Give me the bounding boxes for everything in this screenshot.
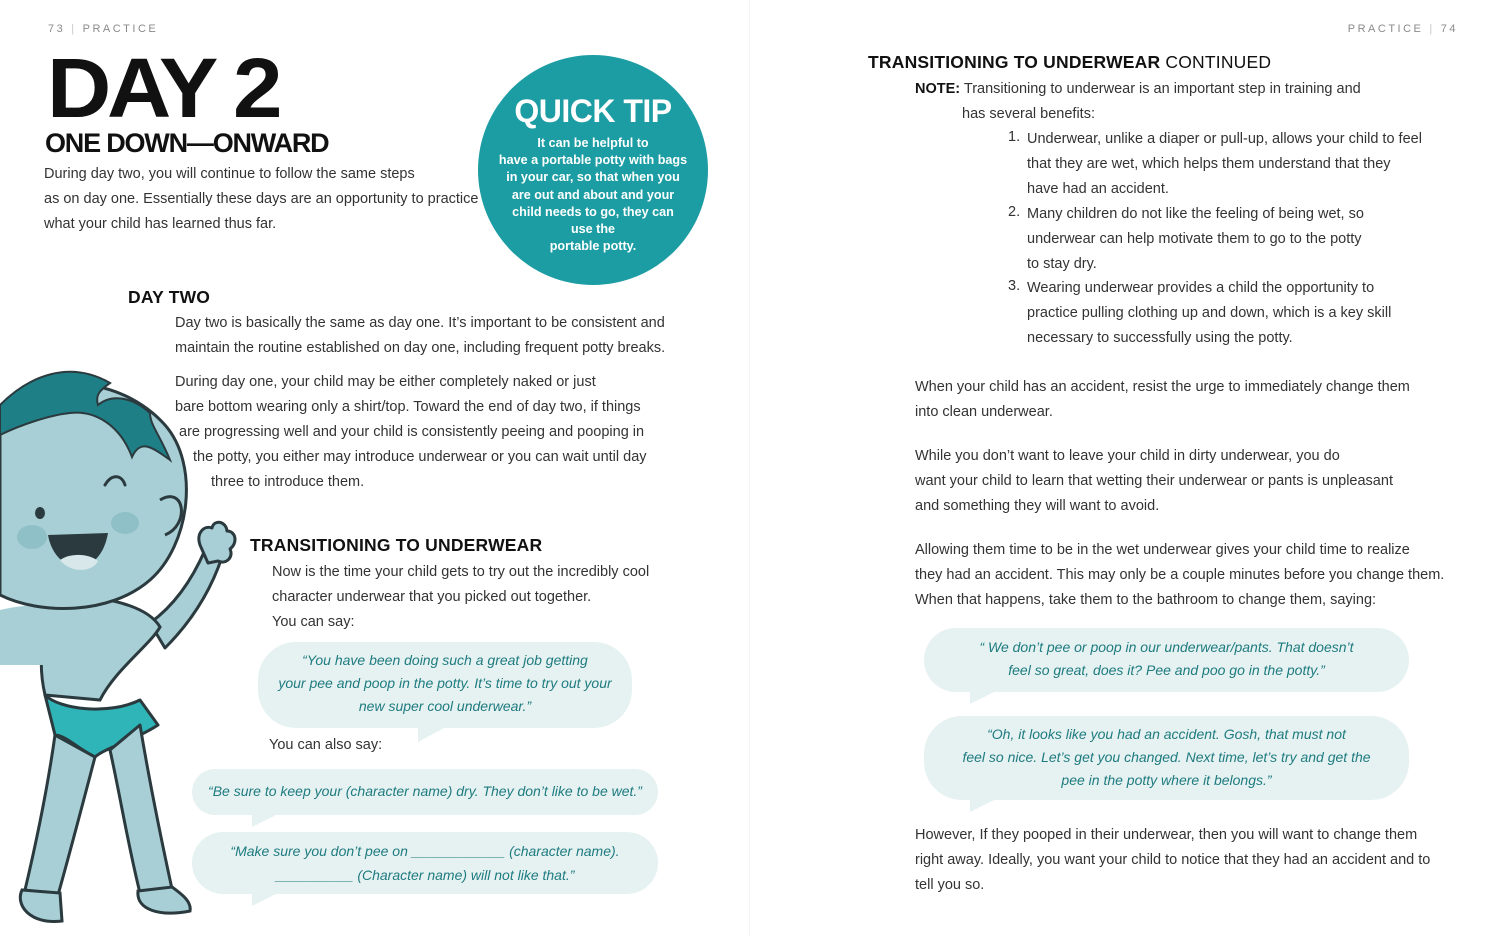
list-line: have had an accident.	[1027, 181, 1169, 197]
section-label: PRACTICE	[82, 23, 159, 35]
bubble-tail	[970, 692, 994, 704]
quick-tip-heading: QUICK TIP	[514, 93, 672, 129]
paragraph-line: tell you so.	[915, 877, 985, 893]
list-line: Wearing underwear provides a child the opportunity to	[1027, 280, 1375, 296]
bubble-tail	[252, 815, 276, 827]
intro-line: During day two, you will continue to follow the same steps	[44, 166, 415, 182]
quote-line: __________ (Character name) will not like that.”	[275, 867, 575, 883]
quick-tip-line: portable potty.	[549, 239, 637, 254]
paragraph-line: While you don’t want to leave your child in dirty underwear, you do	[915, 448, 1340, 464]
continued-heading-light: CONTINUED	[1165, 52, 1272, 72]
also-say-label: You can also say:	[269, 737, 383, 753]
quote-line: feel so nice. Let’s get you changed. Next time, let’s try and get the	[962, 749, 1371, 765]
paragraph-line: Allowing them time to be in the wet underwear gives your child time to realize	[915, 542, 1410, 558]
quick-tip-line: use the	[570, 222, 616, 237]
paragraph-line: When that happens, take them to the bathroom to change them, saying:	[915, 592, 1377, 608]
paragraph-line: are progressing well and your child is consistently peeing and pooping in	[179, 424, 645, 440]
quote-line: pee in the potty where it belongs.”	[1061, 772, 1272, 788]
quote-line: “You have been doing such a great job getting	[302, 652, 588, 668]
quote-line: feel so great, does it? Pee and poo go in the potty.”	[1008, 662, 1325, 678]
paragraph-line: When your child has an accident, resist the urge to immediately change them	[915, 379, 1410, 395]
list-number: 1.	[1008, 129, 1021, 145]
paragraph-line: maintain the routine established on day one, including frequent potty breaks.	[175, 340, 666, 356]
list-line: that they are wet, which helps them understand that they	[1027, 156, 1391, 172]
quick-tip-line: are out and about and your	[511, 187, 675, 202]
list-line: to stay dry.	[1027, 256, 1097, 272]
day-two-heading: DAY TWO	[128, 287, 211, 307]
transitioning-heading: TRANSITIONING TO UNDERWEAR	[250, 535, 543, 555]
page-folio-left: 73 | PRACTICE	[48, 23, 159, 35]
quick-tip-callout	[478, 55, 708, 285]
paragraph-line: into clean underwear.	[915, 404, 1053, 420]
paragraph-line: Now is the time your child gets to try out the incredibly cool	[272, 564, 650, 580]
quote-line: new super cool underwear.”	[358, 698, 532, 714]
note-text: Transitioning to underwear is an important step in training and	[963, 81, 1361, 97]
page-number: 74	[1440, 23, 1458, 35]
quote-bubble	[192, 769, 658, 815]
paragraph-line: want your child to learn that wetting their underwear or pants is unpleasant	[915, 473, 1393, 489]
list-line: necessary to successfully using the potty.	[1027, 330, 1293, 346]
quick-tip-body	[490, 135, 696, 255]
day-subtitle: ONE DOWN—ONWARD	[45, 128, 329, 158]
note-line: has several benefits:	[962, 106, 1095, 122]
page-folio-right: PRACTICE | 74	[1347, 23, 1458, 35]
bubble-tail	[418, 728, 444, 742]
paragraph-line: You can say:	[272, 614, 355, 630]
paragraph-line: Day two is basically the same as day one. It’s important to be consistent and	[175, 315, 665, 331]
quote-line: “Be sure to keep your (character name) dry. They don’t like to be wet.”	[208, 783, 642, 799]
right-page	[750, 0, 1500, 936]
list-number: 2.	[1008, 204, 1021, 220]
paragraph-line: they had an accident. This may only be a couple minutes before you change them.	[915, 567, 1445, 583]
quick-tip-line: have a portable potty with bags	[498, 153, 688, 168]
continued-heading	[868, 52, 1271, 73]
intro-line: as on day one. Essentially these days are an opportunity to practice	[44, 191, 479, 207]
quote-bubble	[924, 716, 1409, 800]
paragraph-line: three to introduce them.	[211, 474, 365, 490]
list-line: Many children do not like the feeling of being wet, so	[1027, 206, 1364, 222]
list-line: Underwear, unlike a diaper or pull-up, allows your child to feel	[1027, 131, 1422, 147]
quote-line: your pee and poop in the potty. It’s time to try out your	[278, 675, 612, 691]
quote-bubble	[924, 628, 1409, 692]
list-number: 3.	[1008, 278, 1021, 294]
quote-line: “Make sure you don’t pee on ____________ (character name).	[230, 843, 620, 859]
quote-bubble	[192, 832, 658, 894]
paragraph-line: the potty, you either may introduce underwear or you can wait until day	[193, 449, 647, 465]
quick-tip-line: It can be helpful to	[537, 136, 649, 150]
paragraph-line: During day one, your child may be either completely naked or just	[175, 374, 596, 390]
quote-line: “Oh, it looks like you had an accident. Gosh, that must not	[987, 726, 1346, 742]
list-line: practice pulling clothing up and down, which is a key skill	[1027, 305, 1392, 321]
paragraph-line: character underwear that you picked out together.	[272, 589, 592, 605]
paragraph-line: and something they will want to avoid.	[915, 498, 1160, 514]
intro-line: what your child has learned thus far.	[44, 216, 277, 232]
note-line	[915, 79, 1361, 99]
quote-line: “ We don’t pee or poop in our underwear/pants. That doesn’t	[979, 639, 1354, 655]
child-illustration	[0, 365, 250, 935]
quote-bubble	[258, 642, 632, 728]
note-label: NOTE:	[915, 81, 961, 97]
page-number: 73	[48, 23, 66, 35]
paragraph-line: bare bottom wearing only a shirt/top. Toward the end of day two, if things	[175, 399, 641, 415]
bubble-tail	[252, 894, 276, 906]
quick-tip-line: child needs to go, they can	[512, 204, 674, 219]
section-label: PRACTICE	[1347, 23, 1424, 35]
paragraph-line: However, If they pooped in their underwear, then you will want to change them	[915, 827, 1418, 843]
list-line: underwear can help motivate them to go to the potty	[1027, 231, 1362, 247]
continued-heading-bold: TRANSITIONING TO UNDERWEAR	[868, 52, 1161, 72]
bubble-tail	[970, 800, 994, 812]
day-title: DAY 2	[47, 41, 279, 135]
paragraph-line: right away. Ideally, you want your child to notice that they had an accident and to	[915, 852, 1431, 868]
quick-tip-line: in your car, so that when you	[506, 170, 680, 185]
